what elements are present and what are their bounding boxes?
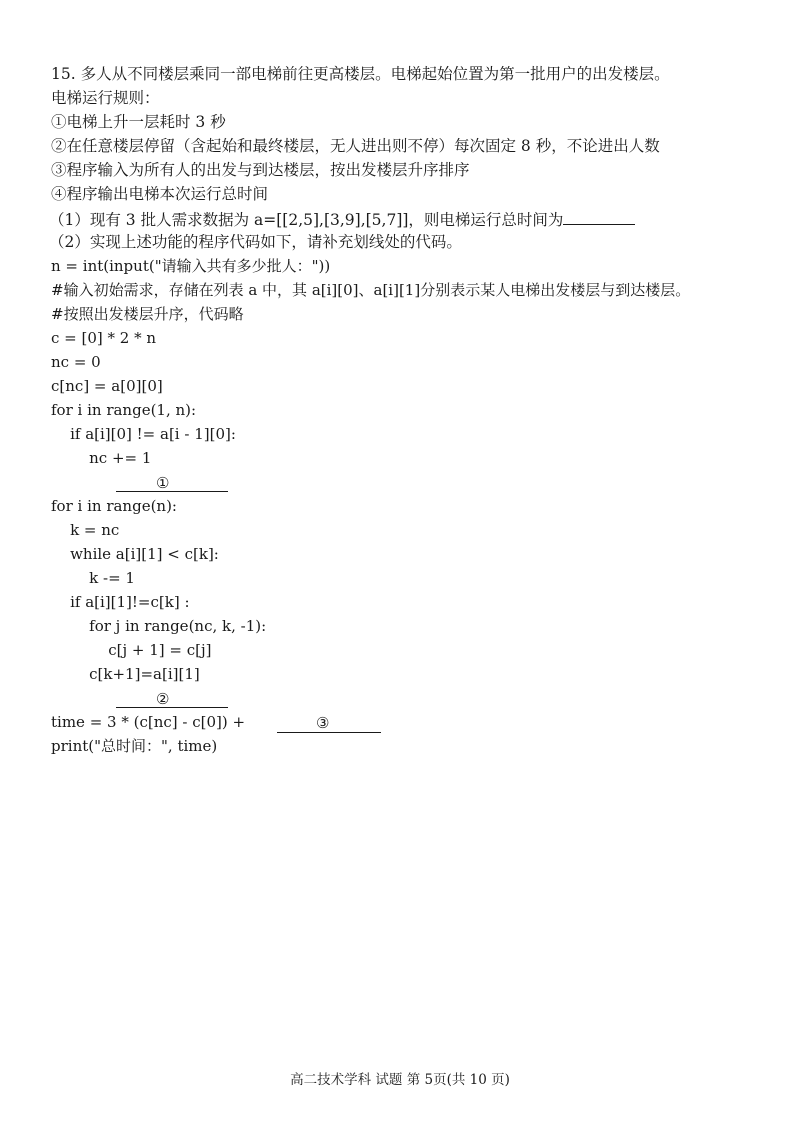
rule-2: ②在任意楼层停留（含起始和最终楼层，无人进出则不停）每次固定 8 秒，不论进出人数	[51, 137, 660, 155]
code-line-11: for i in range(n):	[51, 497, 177, 515]
rule-3: ③程序输入为所有人的出发与到达楼层，按出发楼层升序排序	[51, 161, 470, 179]
code-line-8: if a[i][0] != a[i - 1][0]:	[51, 425, 236, 443]
code-line-1: n = int(input("请输入共有多少批人："))	[51, 257, 331, 275]
code-comment-1: #输入初始需求，存储在列表 a 中，其 a[i][0]、a[i][1]分别表示某人电梯出发楼层与到达楼层。	[51, 281, 691, 299]
code-line-14: k -= 1	[51, 569, 135, 587]
code-line-9: nc += 1	[51, 449, 152, 467]
code-line-6: c[nc] = a[0][0]	[51, 377, 163, 395]
blank-3-marker: ③	[316, 714, 330, 732]
code-comment-2: #按照出发楼层升序，代码略	[51, 305, 244, 323]
blank-2-marker: ②	[156, 690, 170, 708]
rules-heading: 电梯运行规则：	[51, 89, 160, 107]
question-title: 15. 多人从不同楼层乘同一部电梯前往更高楼层。电梯起始位置为第一批用户的出发楼层。	[51, 65, 670, 83]
code-blank-1[interactable]	[116, 491, 228, 492]
answer-blank-1[interactable]	[563, 206, 635, 225]
code-line-16: for j in range(nc, k, -1):	[51, 617, 267, 635]
code-line-21: print("总时间：", time)	[51, 737, 218, 755]
rule-1: ①电梯上升一层耗时 3 秒	[51, 113, 226, 131]
code-blank-2[interactable]	[116, 707, 228, 708]
code-line-18: c[k+1]=a[i][1]	[51, 665, 200, 683]
sub-question-1-text: （1）现有 3 批人需求数据为 a=[[2,5],[3,9],[5,7]]，则电梯运行总时间为	[49, 211, 564, 229]
code-line-12: k = nc	[51, 521, 120, 539]
code-line-13: while a[i][1] < c[k]:	[51, 545, 219, 563]
code-line-17: c[j + 1] = c[j]	[51, 641, 212, 659]
rule-4: ④程序输出电梯本次运行总时间	[51, 185, 269, 203]
sub-question-2: （2）实现上述功能的程序代码如下，请补充划线处的代码。	[49, 233, 462, 251]
sub-question-1	[49, 206, 635, 232]
blank-1-marker: ①	[156, 474, 170, 492]
code-line-15: if a[i][1]!=c[k] :	[51, 593, 190, 611]
code-line-7: for i in range(1, n):	[51, 401, 197, 419]
code-line-20: time = 3 * (c[nc] - c[0]) +	[51, 713, 250, 731]
code-line-4: c = [0] * 2 * n	[51, 329, 157, 347]
page-footer: 高二技术学科 试题 第 5页(共 10 页)	[290, 1072, 510, 1088]
code-line-5: nc = 0	[51, 353, 101, 371]
